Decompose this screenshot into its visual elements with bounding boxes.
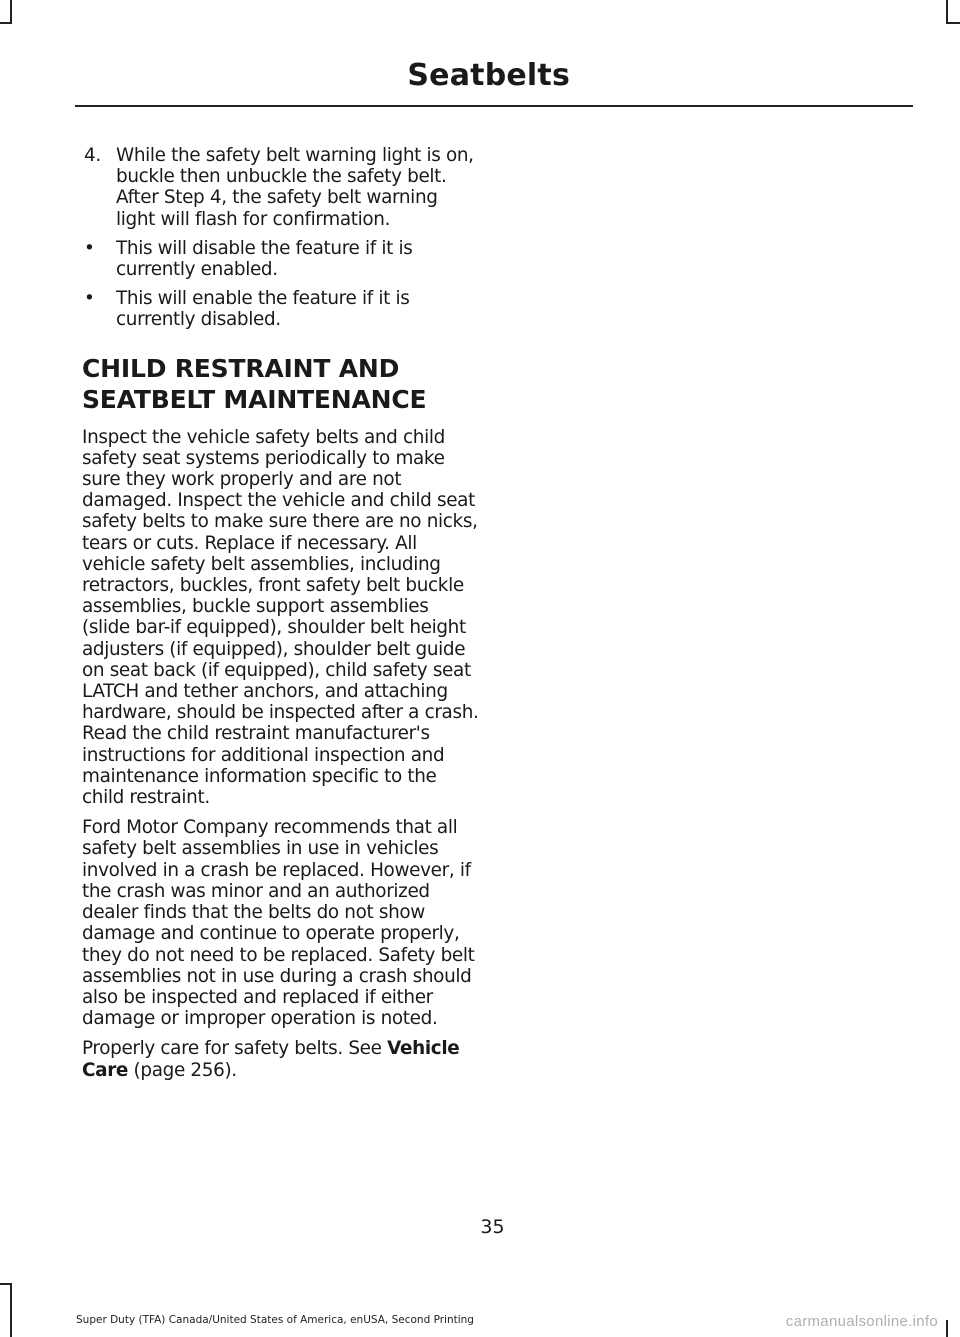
step-text: While the safety belt warning light is on, buckle then unbuckle the safety belt. After Step 4, the safety belt warning light will flash for confirmation. bbox=[116, 145, 474, 230]
bullet-item bbox=[82, 288, 480, 330]
page-number: 35 bbox=[480, 1216, 505, 1238]
bullet-text: This will enable the feature if it is currently disabled. bbox=[116, 288, 410, 331]
bullet-item bbox=[82, 238, 480, 280]
care-prefix: Properly care for safety belts. See bbox=[82, 1038, 388, 1060]
watermark: carmanualsonline.info bbox=[785, 1313, 938, 1330]
crop-mark-bottom-left-v bbox=[10, 1283, 12, 1337]
crop-mark-top-left-h bbox=[0, 22, 12, 24]
section-heading-line1: CHILD RESTRAINT AND bbox=[82, 353, 400, 383]
header-divider bbox=[75, 105, 913, 107]
step-number: 4. bbox=[84, 145, 101, 166]
step-item bbox=[82, 145, 480, 230]
maintenance-paragraph: Inspect the vehicle safety belts and child safety seat systems periodically to make sure they work properly and are not damaged. Inspect the vehicle and child seat safety belts to make sure there are no nicks, tears or cuts. Replace if necessary. All vehicle safety belt assemblies, including retractors, buckles, front safety belt buckle assemblies, buckle support assemblies (slide bar-if equipped), shoulder belt height adjusters (if equipped), shoulder belt guide on seat back (if equipped), child safety seat LATCH and tether anchors, and attaching hardware, should be inspected after a crash. Read the child restraint manufacturer's instructions for additional inspection and maintenance information specific to the child restraint. bbox=[82, 426, 479, 809]
bullet-icon: • bbox=[84, 288, 95, 310]
care-reference bbox=[82, 1038, 480, 1080]
care-suffix: (page 256). bbox=[128, 1059, 237, 1081]
crop-mark-bottom-left-h bbox=[0, 1283, 12, 1285]
crop-mark-top-right-v bbox=[946, 0, 948, 22]
section-heading-line2: SEATBELT MAINTENANCE bbox=[82, 384, 427, 414]
vehicle-care-link[interactable]: Vehicle Care bbox=[82, 1038, 460, 1081]
main-content bbox=[82, 145, 480, 1090]
page-title: Seatbelts bbox=[407, 58, 570, 93]
crop-mark-top-right-h bbox=[946, 22, 960, 24]
footer-text: Super Duty (TFA) Canada/United States of America, enUSA, Second Printing bbox=[76, 1314, 474, 1326]
bullet-text: This will disable the feature if it is currently enabled. bbox=[116, 237, 413, 281]
bullet-icon: • bbox=[84, 237, 95, 259]
replacement-paragraph: Ford Motor Company recommends that all safety belt assemblies in use in vehicles involved in a crash be replaced. However, if the crash was minor and an authorized dealer finds that the belts do not show damage and continue to operate properly, they do not need to be replaced. Safety belt assemblies not in use during a crash should also be inspected and replaced if either damage or improper operation is noted. bbox=[82, 817, 475, 1030]
section-heading bbox=[82, 353, 480, 415]
crop-mark-top-left-v bbox=[10, 0, 12, 22]
crop-mark-bottom-right-v bbox=[946, 1320, 948, 1337]
